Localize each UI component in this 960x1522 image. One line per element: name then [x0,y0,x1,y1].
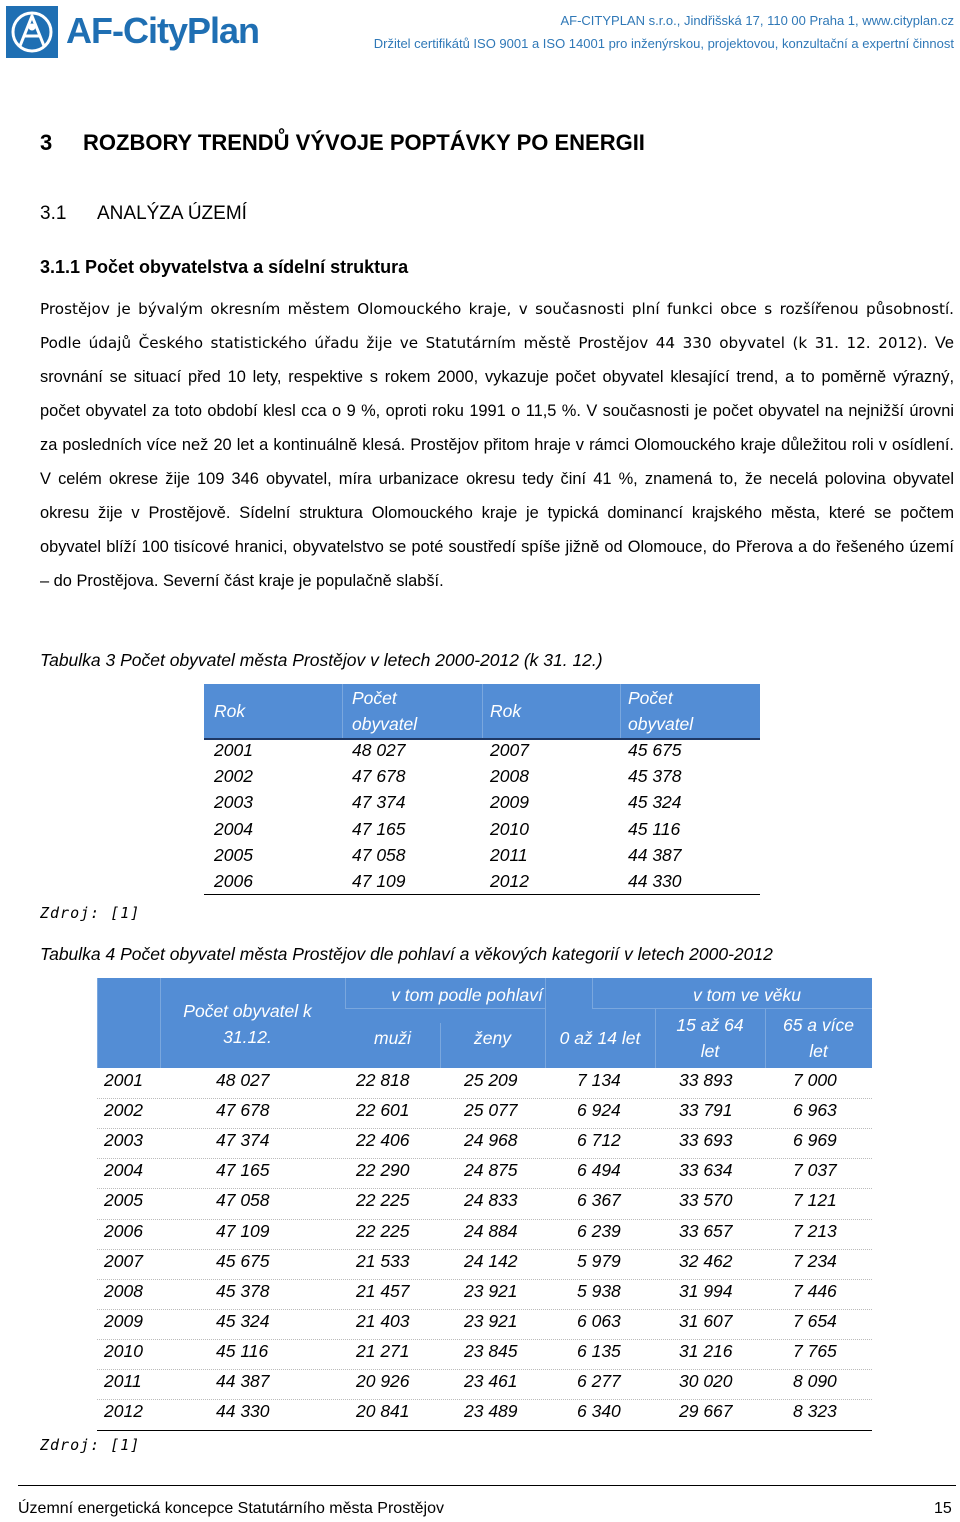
table3-caption: Tabulka 3 Počet obyvatel města Prostějov v letech 2000-2012 (k 31. 12.) [40,650,603,670]
table4-cell: 47 374 [216,1130,270,1151]
table3-cell: 44 387 [628,844,682,865]
chapter-heading [40,130,645,156]
table4-cell: 7 654 [793,1310,837,1331]
table4-cell: 22 225 [356,1220,410,1241]
table4-cell: 2008 [104,1280,143,1301]
section-heading [40,203,247,225]
table4-cell: 25 209 [464,1070,518,1090]
table4-cell: 6 239 [577,1220,621,1241]
table4-cell: 45 324 [216,1310,270,1331]
table4-header-age-15-64: 15 až 64 let [676,1015,744,1061]
table4-cell: 7 000 [793,1070,837,1090]
table3-cell: 2012 [490,871,529,891]
table4-cell: 22 818 [356,1070,410,1090]
table4-cell: 20 926 [356,1371,410,1391]
table3-header-count-2: Počet obyvatel [628,688,694,734]
table4-cell: 24 833 [464,1190,518,1211]
table3-header-year: Rok [214,701,246,721]
table4-cell: 6 277 [577,1371,621,1391]
table4-cell: 33 657 [679,1220,733,1241]
table4-cell: 45 675 [216,1250,270,1271]
table4-cell: 21 403 [356,1310,410,1331]
table4-cell: 23 461 [464,1371,518,1391]
table4-cell: 7 121 [793,1190,837,1211]
table3-cell: 2009 [490,792,529,813]
table4-cell: 7 765 [793,1340,837,1361]
table4-cell: 31 216 [679,1340,733,1361]
table4-cell: 20 841 [356,1401,410,1422]
table4-cell: 22 601 [356,1100,410,1121]
table3-header-year-2: Rok [490,701,522,721]
table4-source: Zdroj: [1] [40,1436,141,1454]
table3-cell: 47 165 [352,818,406,839]
table3-header-count: Počet obyvatel [352,688,418,734]
table4-cell: 6 969 [793,1130,837,1151]
table4-cell: 24 875 [464,1160,518,1181]
paragraph-main: Ve srovnání se situací před 10 lety, respektive s rokem 2000, vykazuje počet obyvatel klesající trend, a to poměrně výrazný, počet obyvatel za toto období klesl cca o 9 %, oproti roku 1991 o 11,5 %. V současnosti je počet obyvatel na nejnižší úrovni za posledních více než 20 let a kontinuálně klesá. Prostějov přitom hraje v rámci Olomouckého kraje důležitou roli v osídlení. V celém okrese žije 109 346 obyvatel, míra urbanizace okresu tedy činí 41 %, znamená to, že necelá polovina obyvatel okresu žije v Prostějově. Sídelní struktura Olomouckého kraje je typická dominancí krajského města, které se počtem obyvatel blíží 100 tisícové hranici, obyvatelstvo se poté soustředí spíše jižně od Olomouce, do Přerova a do řešeného území – do Prostějova. Severní část kraje je populačně slabší. [40,334,954,590]
table4-cell: 30 020 [679,1371,733,1391]
paragraph-intro: Prostějov je bývalým okresním městem Olomouckého kraje, v současnosti plní funkci obce s rozšířenou působností. Podle údajů Českého statistického úřadu žije ve Statutárním městě Prostějov 44 330 obyvatel (k 31. 12. 2012). [40,300,954,352]
table4-cell: 7 037 [793,1160,837,1181]
table4-cell: 7 213 [793,1220,837,1241]
table3-cell: 2002 [214,766,253,787]
table4-cell: 21 271 [356,1340,410,1361]
table4-row-separator [97,1219,872,1220]
table4-row-separator [97,1128,872,1129]
footer-page-number: 15 [934,1500,952,1517]
table4-cell: 24 968 [464,1130,518,1151]
table4-row-separator [97,1158,872,1159]
table3-cell: 2004 [214,818,253,839]
table4-header-by-age: v tom ve věku [693,985,801,1005]
table4-cell: 6 963 [793,1100,837,1121]
table4-cell: 8 323 [793,1401,837,1422]
table4-cell: 44 330 [216,1401,270,1422]
table4-cell: 33 570 [679,1190,733,1211]
table3-cell: 45 116 [628,818,681,839]
table4-header-age-65: 65 a více let [782,1015,855,1061]
table4-cell: 6 063 [577,1310,621,1331]
table3-cell: 2005 [214,844,253,865]
table4-cell: 21 533 [356,1250,410,1271]
table4-cell: 5 938 [577,1280,621,1301]
table3-cell: 44 330 [628,871,682,891]
brand-name: AF-CityPlan [66,10,260,51]
table4-cell: 33 791 [679,1100,733,1121]
footer-rule [18,1485,956,1486]
table4-cell: 2009 [104,1310,143,1331]
table3-cell: 45 378 [628,766,682,787]
population-structure-table [97,978,872,1432]
table3-cell: 48 027 [352,740,406,760]
company-address: AF-CITYPLAN s.r.o., Jindřišská 17, 110 00 Praha 1, www.cityplan.cz [560,13,954,28]
table4-cell: 7 446 [793,1280,837,1301]
table3-cell: 45 324 [628,792,682,813]
table3-cell: 47 058 [352,844,406,865]
table4-row-separator [97,1188,872,1189]
table4-cell: 47 058 [216,1190,270,1211]
table3-cell: 2001 [214,740,253,760]
table4-cell: 21 457 [356,1280,410,1301]
table4-row-separator [97,1098,872,1099]
table4-cell: 33 693 [679,1130,733,1151]
table3-cell: 2011 [490,844,528,865]
table4-cell: 33 893 [679,1070,733,1090]
table4-cell: 44 387 [216,1371,270,1391]
table4-cell: 2012 [104,1401,143,1422]
table4-row-separator [97,1369,872,1370]
table4-cell: 48 027 [216,1070,270,1090]
table4-cell: 45 116 [216,1340,269,1361]
table3-cell: 2007 [490,740,529,760]
table4-cell: 6 712 [577,1130,621,1151]
table4-cell: 23 921 [464,1310,518,1331]
table4-cell: 24 142 [464,1250,518,1271]
table4-cell: 8 090 [793,1371,837,1391]
table3-cell: 2008 [490,766,529,787]
table4-cell: 23 921 [464,1280,518,1301]
table4-cell: 2007 [104,1250,143,1271]
table4-cell: 47 109 [216,1220,270,1241]
table4-cell: 2005 [104,1190,143,1211]
table4-cell: 6 135 [577,1340,621,1361]
table4-cell: 7 234 [793,1250,837,1271]
table4-cell: 2001 [104,1070,143,1090]
table3-cell: 2003 [214,792,253,813]
table4-cell: 22 225 [356,1190,410,1211]
body-paragraph [40,292,954,598]
footer-document-title: Územní energetická koncepce Statutárního města Prostějov [18,1500,444,1517]
table4-cell: 29 667 [679,1401,733,1422]
table4-cell: 6 340 [577,1401,621,1422]
table4-cell: 31 994 [679,1280,733,1301]
table4-cell: 2002 [104,1100,143,1121]
table4-cell: 24 884 [464,1220,518,1241]
table4-cell: 2004 [104,1160,143,1181]
table4-cell: 23 489 [464,1401,518,1422]
section-number: 3.1 [40,203,67,224]
table4-row-separator [97,1399,872,1400]
table4-cell: 2010 [104,1340,143,1361]
table4-row-separator [97,1249,872,1250]
chapter-title: ROZBORY TRENDŮ VÝVOJE POPTÁVKY PO ENERGII [83,130,645,155]
table3-cell: 47 374 [352,792,406,813]
table4-cell: 5 979 [577,1250,621,1271]
table4-cell: 25 077 [464,1100,518,1121]
table4-cell: 45 378 [216,1280,270,1301]
table4-cell: 47 165 [216,1160,270,1181]
table4-header-men: muži [374,1028,411,1048]
subsection-heading: 3.1.1 Počet obyvatelstva a sídelní struktura [40,257,409,277]
table4-cell: 7 134 [577,1070,621,1090]
table4-bottom-rule [97,1430,872,1431]
table4-cell: 22 406 [356,1130,410,1151]
table3-cell: 2006 [214,871,253,891]
table3-cell: 47 678 [352,766,406,787]
table4-cell: 22 290 [356,1160,410,1181]
chapter-number: 3 [40,130,53,155]
af-cityplan-logo-icon [6,6,58,58]
population-table [204,684,760,896]
table4-cell: 33 634 [679,1160,733,1181]
certification-line: Držitel certifikátů ISO 9001 a ISO 14001 pro inženýrskou, projektovou, konzultační a expertní činnost [373,36,954,51]
table4-header-age-0-14: 0 až 14 let [559,1028,641,1048]
table4-cell: 23 845 [464,1340,518,1361]
table4-cell: 6 367 [577,1190,621,1211]
table3-cell: 2010 [490,818,529,839]
table4-caption: Tabulka 4 Počet obyvatel města Prostějov dle pohlaví a věkových kategorií v letech 2000-2012 [40,944,773,964]
table4-cell: 31 607 [679,1310,733,1331]
table4-cell: 32 462 [679,1250,733,1271]
table3-source: Zdroj: [1] [40,904,141,922]
table4-header-by-sex: v tom podle pohlaví [391,985,543,1005]
table4-cell: 6 924 [577,1100,621,1121]
table4-header-women: ženy [474,1028,511,1048]
table4-cell: 6 494 [577,1160,621,1181]
table3-cell: 47 109 [352,871,406,891]
table4-row-separator [97,1309,872,1310]
table4-row-separator [97,1339,872,1340]
table4-cell: 2006 [104,1220,143,1241]
section-title: ANALÝZA ÚZEMÍ [97,203,247,224]
table4-cell: 2003 [104,1130,143,1151]
table4-header-total: Počet obyvatel k 31.12. [183,1001,312,1047]
table3-cell: 45 675 [628,740,682,760]
table4-row-separator [97,1279,872,1280]
page-header [0,0,960,66]
table4-cell: 2011 [104,1371,142,1391]
table3-bottom-rule [204,894,760,895]
table4-cell: 47 678 [216,1100,270,1121]
